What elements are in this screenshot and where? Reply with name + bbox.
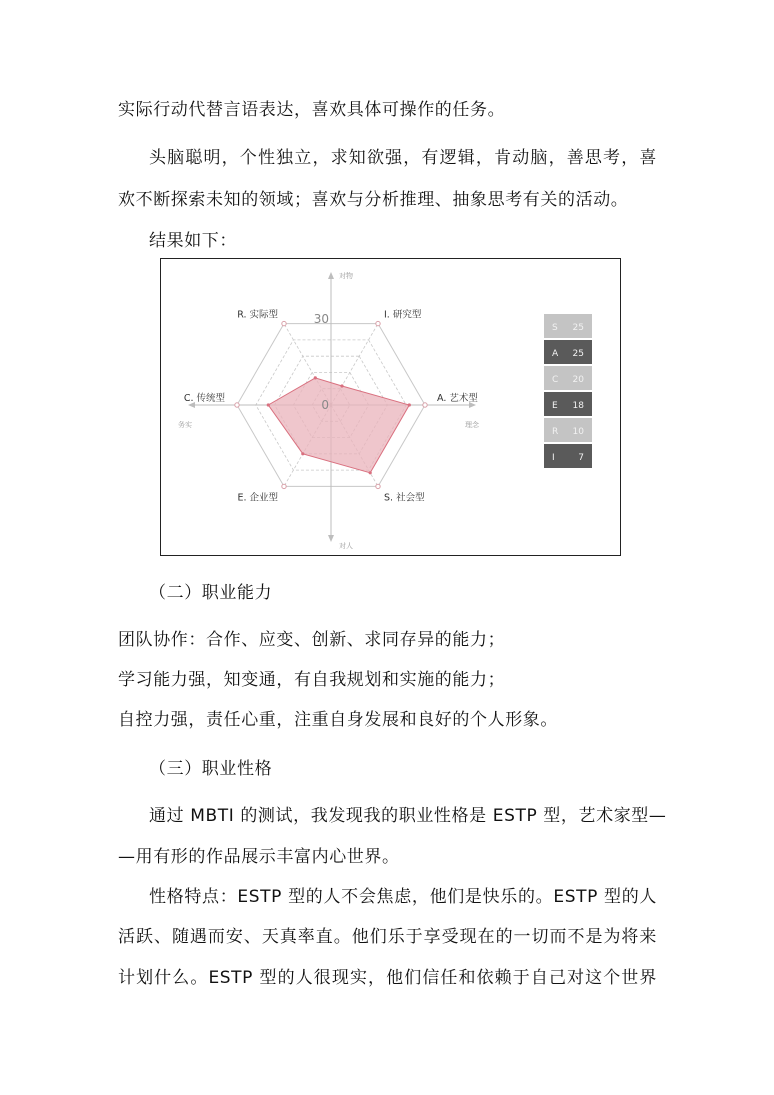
legend-value: 20 (572, 375, 584, 385)
section-heading: （二）职业能力 (149, 583, 273, 603)
axis-label: S. 社会型 (384, 492, 425, 504)
data-point (369, 471, 372, 474)
legend-value: 25 (572, 349, 584, 359)
legend-code: C (552, 375, 559, 385)
direction-label-right: 理念 (465, 421, 479, 429)
data-point (408, 403, 411, 406)
axis-label: R. 实际型 (237, 309, 278, 321)
axis-label: E. 企业型 (237, 492, 278, 504)
vertex-marker (282, 484, 286, 488)
vertex-marker (282, 321, 286, 325)
legend-value: 10 (572, 427, 584, 437)
direction-label-left: 务实 (178, 421, 192, 429)
paragraph-line: —用有形的作品展示丰富内心世界。 (118, 847, 400, 867)
paragraph-line: 欢不断探索未知的领域；喜欢与分析推理、抽象思考有关的活动。 (118, 190, 629, 210)
legend-value: 25 (572, 323, 584, 333)
radar-chart (160, 258, 621, 556)
data-point (340, 384, 343, 387)
paragraph-line: 学习能力强，知变通，有自我规划和实施的能力； (118, 670, 506, 690)
paragraph-line: 自控力强，责任心重，注重自身发展和良好的个人形象。 (118, 710, 558, 730)
paragraph-line: 结果如下： (149, 231, 237, 251)
axis-label: A. 艺术型 (437, 393, 478, 404)
axis-label: C. 传统型 (183, 393, 225, 404)
data-area (268, 378, 409, 473)
legend-code: R (552, 427, 559, 437)
axis-arrow-bottom (328, 535, 334, 542)
direction-label-bottom: 对人 (339, 542, 353, 550)
tick-label: 30 (313, 312, 329, 326)
axis-label: I. 研究型 (384, 309, 422, 321)
section-heading: （三）职业性格 (149, 759, 273, 779)
data-point (301, 452, 304, 455)
vertex-marker (235, 403, 239, 407)
axis-arrow-top (328, 272, 334, 279)
legend-code: I (552, 453, 555, 463)
data-point (314, 376, 317, 379)
legend-code: S (552, 323, 558, 333)
legend-value: 7 (578, 453, 584, 463)
paragraph-line: 活跃、随遇而安、天真率直。他们乐于享受现在的一切而不是为将来 (118, 927, 657, 947)
paragraph-line: 实际行动代替言语表达，喜欢具体可操作的任务。 (118, 100, 506, 120)
paragraph-line: 计划什么。ESTP 型的人很现实，他们信任和依赖于自己对这个世界 (118, 968, 657, 988)
legend-code: E (552, 401, 558, 411)
vertex-marker (423, 403, 427, 407)
vertex-marker (376, 321, 380, 325)
paragraph-line: 头脑聪明，个性独立，求知欲强，有逻辑，肯动脑，善思考，喜 (149, 148, 657, 168)
paragraph-line: 性格特点：ESTP 型的人不会焦虑，他们是快乐的。ESTP 型的人 (149, 887, 657, 907)
paragraph-line: 通过 MBTI 的测试，我发现我的职业性格是 ESTP 型，艺术家型— (149, 806, 667, 826)
legend-value: 18 (572, 401, 584, 411)
legend-code: A (552, 349, 559, 359)
data-point (267, 403, 270, 406)
radar-chart-svg (161, 259, 622, 557)
paragraph-line: 团队协作：合作、应变、创新、求同存异的能力； (118, 630, 506, 650)
direction-label-top: 对物 (339, 272, 353, 280)
vertex-marker (376, 484, 380, 488)
tick-label: 0 (321, 398, 329, 412)
